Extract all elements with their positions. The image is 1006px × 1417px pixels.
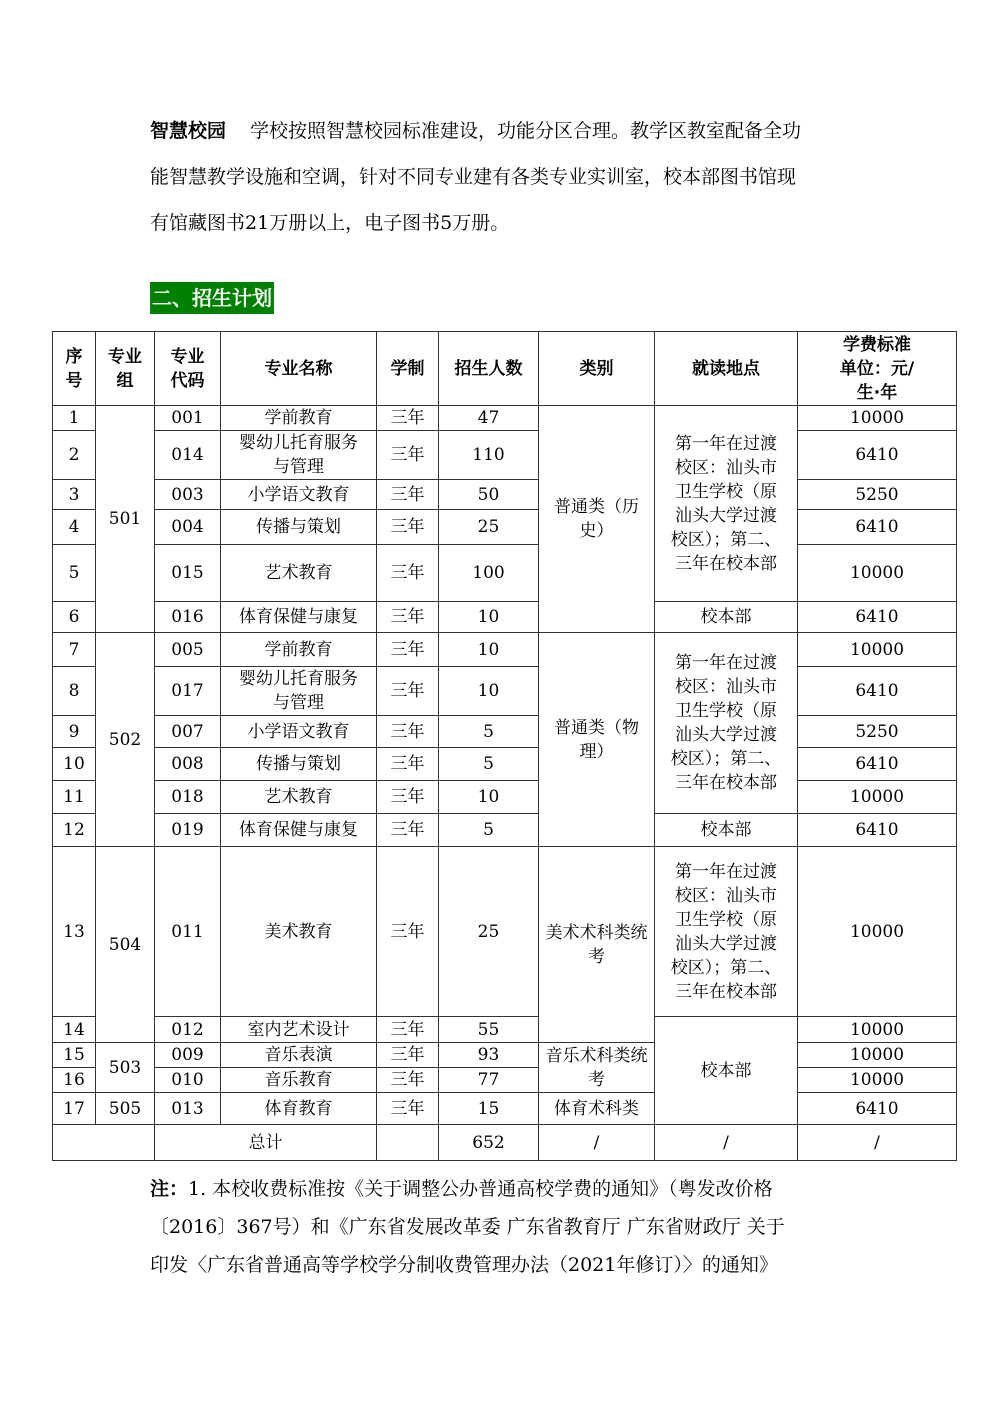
- table-row: 2 014 婴幼儿托育服务与管理 三年 110 6410: [53, 431, 957, 480]
- table-header-row: [53, 332, 957, 406]
- category-cell: 音乐术科类统考: [539, 1043, 655, 1093]
- note-label: 注：: [150, 1178, 189, 1200]
- table-row: 9 007 小学语文教育 三年 5 5250: [53, 716, 957, 748]
- category-cell: 普通类（历史）: [539, 406, 655, 633]
- table-row: 7 502 005 学前教育 三年 10 普通类（物理） 第一年在过渡校区：汕头市卫生学校（原汕头大学过渡校区）；第二、三年在校本部 10000: [53, 633, 957, 667]
- intro-lead: 智慧校园: [150, 120, 227, 142]
- location-cell: 校本部: [655, 814, 798, 847]
- enrollment-plan-table: [52, 331, 957, 1161]
- location-cell: 第一年在过渡校区：汕头市卫生学校（原汕头大学过渡校区）；第二、三年在校本部: [655, 847, 798, 1017]
- section-heading: 二、招生计划: [150, 282, 274, 314]
- table-row: 15 503 009 音乐表演 三年 93 音乐术科类统考 10000: [53, 1043, 957, 1068]
- intro-line-1: 智慧校园 学校按照智慧校园标准建设，功能分区合理。教学区教室配备全功: [150, 120, 802, 142]
- header-location: 就读地点: [655, 332, 798, 406]
- table-total-row: 总计 652 / / /: [53, 1125, 957, 1161]
- header-category: 类别: [539, 332, 655, 406]
- table-row: 14 012 室内艺术设计 三年 55 校本部 10000: [53, 1017, 957, 1043]
- table-row: 12 019 体育保健与康复 三年 5 校本部 6410: [53, 814, 957, 847]
- group-cell: 503: [96, 1043, 155, 1093]
- location-cell: 第一年在过渡校区：汕头市卫生学校（原汕头大学过渡校区）；第二、三年在校本部: [655, 406, 798, 602]
- header-fee: 学费标准 单位：元/ 生·年: [798, 332, 957, 406]
- group-cell: 505: [96, 1093, 155, 1125]
- location-cell: 校本部: [655, 1017, 798, 1125]
- location-cell: 第一年在过渡校区：汕头市卫生学校（原汕头大学过渡校区）；第二、三年在校本部: [655, 633, 798, 814]
- header-code: 专业代码: [155, 332, 221, 406]
- category-cell: 美术术科类统考: [539, 847, 655, 1043]
- category-cell: 普通类（物理）: [539, 633, 655, 847]
- table-row: 10 008 传播与策划 三年 5 6410: [53, 748, 957, 781]
- table-row: 13 504 011 美术教育 三年 25 美术术科类统考 第一年在过渡校区：汕头市卫生学校（原汕头大学过渡校区）；第二、三年在校本部 10000: [53, 847, 957, 1017]
- header-group: 专业组: [96, 332, 155, 406]
- table-row: 8 017 婴幼儿托育服务与管理 三年 10 6410: [53, 667, 957, 716]
- table-row: 11 018 艺术教育 三年 10 10000: [53, 781, 957, 814]
- intro-line-2: 能智慧教学设施和空调，针对不同专业建有各类专业实训室，校本部图书馆现: [150, 166, 797, 188]
- table-row: 1 501 001 学前教育 三年 47 普通类（历史） 第一年在过渡校区：汕头市卫生学校（原汕头大学过渡校区）；第二、三年在校本部 10000: [53, 406, 957, 431]
- group-cell: 501: [96, 406, 155, 633]
- header-name: 专业名称: [221, 332, 377, 406]
- header-duration: 学制: [377, 332, 439, 406]
- table-row: 6 016 体育保健与康复 三年 10 校本部 6410: [53, 602, 957, 633]
- table-row: 3 003 小学语文教育 三年 50 5250: [53, 480, 957, 510]
- header-enrollment: 招生人数: [439, 332, 539, 406]
- location-cell: 校本部: [655, 602, 798, 633]
- table-row: 4 004 传播与策划 三年 25 6410: [53, 510, 957, 545]
- table-row: 16 010 音乐教育 三年 77 10000: [53, 1068, 957, 1093]
- intro-line-3: 有馆藏图书21万册以上，电子图书5万册。: [150, 212, 510, 234]
- header-seq: 序号: [53, 332, 96, 406]
- group-cell: 504: [96, 847, 155, 1043]
- table-row: 5 015 艺术教育 三年 100 10000: [53, 545, 957, 602]
- table-row: 17 505 013 体育教育 三年 15 体育术科类 6410: [53, 1093, 957, 1125]
- footnote: 注：1. 本校收费标准按《关于调整公办普通高校学费的通知》（粤发改价格 〔2016〕367号）和《广东省发展改革委 广东省教育厅 广东省财政厅 关于 印发〈广东省普通高等学校学分制收费管理办法（2021年修订）〉的通知》: [150, 1178, 785, 1276]
- group-cell: 502: [96, 633, 155, 847]
- total-enrollment: 652: [439, 1125, 539, 1161]
- total-label: 总计: [155, 1125, 377, 1161]
- category-cell: 体育术科类: [539, 1093, 655, 1125]
- intro-paragraph: [150, 108, 870, 246]
